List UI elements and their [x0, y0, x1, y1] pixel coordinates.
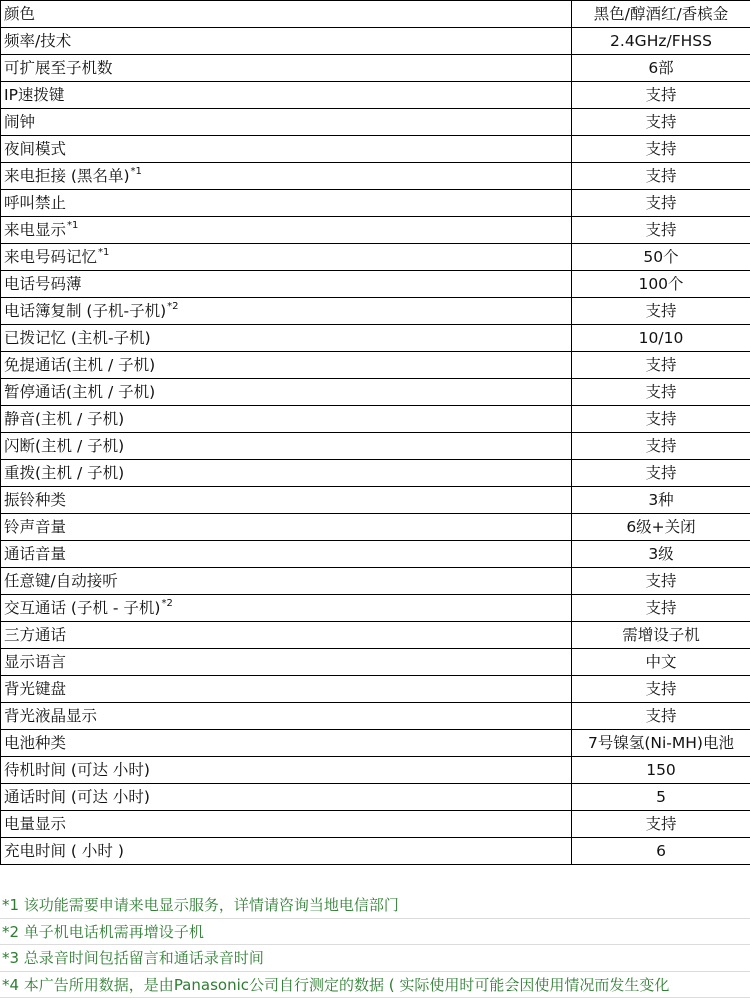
header-value: 黑色/醇酒红/香槟金	[572, 1, 750, 28]
footnote-marker: *1	[130, 166, 142, 177]
table-row	[1, 163, 750, 190]
spec-label: 来电号码记忆	[4, 248, 98, 266]
table-row	[1, 541, 750, 568]
spec-value: 支持	[572, 433, 750, 460]
spec-label-cell	[1, 325, 572, 352]
spec-label-cell	[1, 136, 572, 163]
spec-value: 6	[572, 838, 750, 865]
header-label: 颜色	[1, 1, 572, 28]
spec-label: 充电时间 ( 小时 )	[4, 842, 124, 860]
spec-label: 电话号码薄	[4, 275, 82, 293]
table-row	[1, 757, 750, 784]
spec-label-cell	[1, 676, 572, 703]
spec-label: 背光键盘	[4, 680, 67, 698]
table-row	[1, 676, 750, 703]
spec-value: 支持	[572, 298, 750, 325]
spec-label: 来电拒接 (黑名单)	[4, 167, 130, 185]
spec-label-cell	[1, 271, 572, 298]
footnote: *1 该功能需要申请来电显示服务，详情请咨询当地电信部门	[0, 892, 750, 919]
spec-label: 通话音量	[4, 545, 67, 563]
spec-label-cell	[1, 28, 572, 55]
spec-label: 三方通话	[4, 626, 67, 644]
footnotes	[0, 892, 750, 998]
spec-value: 支持	[572, 136, 750, 163]
spec-label: 重拨(主机 / 子机)	[4, 464, 125, 482]
spec-value: 支持	[572, 379, 750, 406]
spec-label-cell	[1, 649, 572, 676]
spec-value: 支持	[572, 82, 750, 109]
spec-label-cell	[1, 217, 572, 244]
footnote: *4 本广告所用数据，是由Panasonic公司自行测定的数据 ( 实际使用时可能会因使用情况而发生变化	[0, 972, 750, 999]
spec-label: 电量显示	[4, 815, 67, 833]
table-row	[1, 298, 750, 325]
footnote-marker: *1	[67, 220, 79, 231]
spec-label: 铃声音量	[4, 518, 67, 536]
spec-label: 通话时间 (可达 小时)	[4, 788, 150, 806]
spec-label: 电池种类	[4, 734, 67, 752]
spec-value: 2.4GHz/FHSS	[572, 28, 750, 55]
spec-value: 支持	[572, 217, 750, 244]
spec-value: 需增设子机	[572, 622, 750, 649]
spec-label: 频率/技术	[4, 32, 72, 50]
table-row	[1, 352, 750, 379]
spec-label-cell	[1, 487, 572, 514]
table-row	[1, 433, 750, 460]
spec-value: 支持	[572, 190, 750, 217]
spec-label: 来电显示	[4, 221, 67, 239]
spec-label: 显示语言	[4, 653, 67, 671]
table-row	[1, 811, 750, 838]
spec-value: 支持	[572, 406, 750, 433]
spec-table-body	[1, 1, 750, 865]
spec-label: 可扩展至子机数	[4, 59, 113, 77]
spec-label-cell	[1, 190, 572, 217]
spec-label-cell	[1, 622, 572, 649]
spec-label-cell	[1, 730, 572, 757]
spec-value: 支持	[572, 460, 750, 487]
spec-value: 支持	[572, 109, 750, 136]
table-row	[1, 244, 750, 271]
spec-label: 闪断(主机 / 子机)	[4, 437, 125, 455]
table-row	[1, 379, 750, 406]
table-row	[1, 487, 750, 514]
spec-label-cell	[1, 460, 572, 487]
spec-label-cell	[1, 595, 572, 622]
spec-value: 50个	[572, 244, 750, 271]
spec-label-cell	[1, 55, 572, 82]
spec-value: 支持	[572, 676, 750, 703]
table-row	[1, 82, 750, 109]
spec-label: 夜间模式	[4, 140, 67, 158]
spec-label-cell	[1, 406, 572, 433]
spec-value: 3种	[572, 487, 750, 514]
table-row	[1, 514, 750, 541]
spec-label: 任意键/自动接听	[4, 572, 118, 590]
footnote-marker: *2	[161, 598, 173, 609]
footnote: *3 总录音时间包括留言和通话录音时间	[0, 945, 750, 972]
spec-value: 支持	[572, 568, 750, 595]
spec-label: 免提通话(主机 / 子机)	[4, 356, 156, 374]
spec-value: 100个	[572, 271, 750, 298]
spec-label-cell	[1, 352, 572, 379]
spec-label-cell	[1, 298, 572, 325]
spec-label: 呼叫禁止	[4, 194, 67, 212]
table-row	[1, 568, 750, 595]
table-row	[1, 136, 750, 163]
table-row	[1, 190, 750, 217]
table-row	[1, 838, 750, 865]
table-row	[1, 406, 750, 433]
spec-value: 支持	[572, 163, 750, 190]
spec-value: 支持	[572, 811, 750, 838]
spec-value: 7号镍氢(Ni-MH)电池	[572, 730, 750, 757]
spec-label: 已拨记忆 (主机-子机)	[4, 329, 151, 347]
spec-label-cell	[1, 568, 572, 595]
spec-label-cell	[1, 838, 572, 865]
spec-label: 背光液晶显示	[4, 707, 98, 725]
footnote-marker: *2	[167, 301, 179, 312]
spec-value: 3级	[572, 541, 750, 568]
table-row	[1, 622, 750, 649]
spec-value: 6部	[572, 55, 750, 82]
table-row	[1, 784, 750, 811]
spec-label: 交互通话 (子机 - 子机)	[4, 599, 161, 617]
spec-label-cell	[1, 541, 572, 568]
table-row	[1, 730, 750, 757]
table-row	[1, 703, 750, 730]
spec-label-cell	[1, 379, 572, 406]
spec-value: 支持	[572, 352, 750, 379]
spec-label-cell	[1, 244, 572, 271]
spec-value: 5	[572, 784, 750, 811]
spec-label: 暂停通话(主机 / 子机)	[4, 383, 156, 401]
footnote: *2 单子机电话机需再增设子机	[0, 919, 750, 946]
spec-label: 闹钟	[4, 113, 36, 131]
spec-value: 支持	[572, 595, 750, 622]
table-row	[1, 271, 750, 298]
spec-label: 静音(主机 / 子机)	[4, 410, 125, 428]
table-row	[1, 217, 750, 244]
table-row	[1, 649, 750, 676]
spec-label: 待机时间 (可达 小时)	[4, 761, 150, 779]
spec-label-cell	[1, 433, 572, 460]
table-row	[1, 460, 750, 487]
table-row	[1, 28, 750, 55]
spec-label-cell	[1, 784, 572, 811]
table-row	[1, 325, 750, 352]
spec-label-cell	[1, 703, 572, 730]
spec-label: 电话簿复制 (子机-子机)	[4, 302, 167, 320]
table-row	[1, 55, 750, 82]
spec-value: 支持	[572, 703, 750, 730]
spec-label-cell	[1, 757, 572, 784]
spec-label-cell	[1, 109, 572, 136]
spec-value: 中文	[572, 649, 750, 676]
spec-label: IP速拨键	[4, 86, 65, 104]
spec-label-cell	[1, 811, 572, 838]
spec-value: 6级+关闭	[572, 514, 750, 541]
table-row	[1, 109, 750, 136]
spec-value: 10/10	[572, 325, 750, 352]
spec-label: 振铃种类	[4, 491, 67, 509]
spec-label-cell	[1, 82, 572, 109]
spec-label-cell	[1, 163, 572, 190]
footnote-marker: *1	[98, 247, 110, 258]
table-row	[1, 595, 750, 622]
spec-label-cell	[1, 514, 572, 541]
spec-value: 150	[572, 757, 750, 784]
table-header-row	[1, 1, 750, 28]
